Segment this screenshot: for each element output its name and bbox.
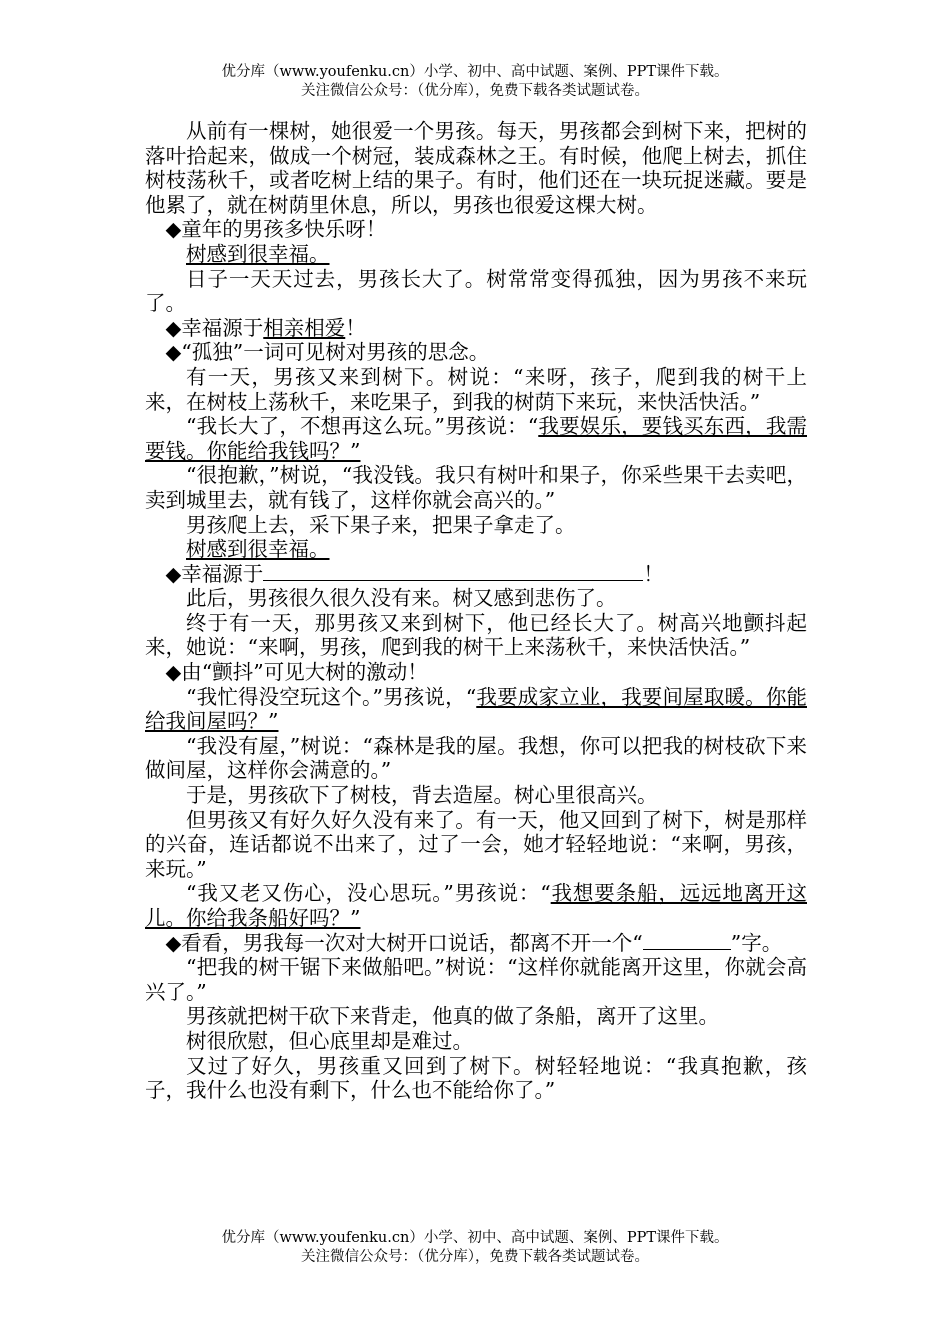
annotation-note: ◆“孤独”一词可见树对男孩的思念。 bbox=[165, 340, 490, 365]
page-header bbox=[0, 63, 950, 101]
annotation-note bbox=[145, 316, 807, 341]
paragraph bbox=[145, 242, 807, 267]
footer-line-1: 优分库（www.youfenku.cn）小学、初中、高中试题、案例、PPT课件下载。 bbox=[221, 1230, 729, 1246]
annotation-note bbox=[145, 562, 807, 587]
page-footer bbox=[0, 1229, 950, 1267]
paragraph: 日子一天天过去，男孩长大了。树常常变得孤独，因为男孩不来玩了。 bbox=[145, 266, 807, 316]
fill-in-blank[interactable] bbox=[643, 932, 721, 950]
paragraph: 树很欣慰，但心底里却是难过。 bbox=[186, 1028, 473, 1053]
paragraph: “把我的树干锯下来做船吧。”树说：“这样你就能离开这里，你就会高兴了。” bbox=[145, 955, 807, 1004]
paragraph: 男孩爬上去，采下果子来，把果子拿走了。 bbox=[186, 512, 576, 537]
paragraph bbox=[145, 685, 807, 734]
story-body bbox=[145, 119, 807, 1103]
underlined-text: 树感到很幸福。 bbox=[186, 241, 330, 266]
note-text: ！ bbox=[643, 561, 664, 586]
fill-in-blank[interactable] bbox=[263, 563, 643, 581]
paragraph-text: “我又老又伤心，没心思玩。”男孩说：“ bbox=[186, 881, 551, 906]
note-text: ◆幸福源于 bbox=[165, 315, 264, 340]
header-line-1: 优分库（www.youfenku.cn）小学、初中、高中试题、案例、PPT课件下载。 bbox=[221, 64, 729, 80]
paragraph: 但男孩又有好久好久没有来了。有一天，他又回到了树下，树是那样的兴奋，连话都说不出来了，过了一会，她才轻轻地说：“来啊，男孩，来玩。” bbox=[145, 807, 807, 881]
note-text: ”字。 bbox=[730, 930, 783, 955]
paragraph bbox=[145, 414, 807, 463]
paragraph bbox=[145, 881, 807, 930]
paragraph: “很抱歉，”树说，“我没钱。我只有树叶和果子，你采些果干去卖吧，卖到城里去，就有钱了，这样你就会高兴的。” bbox=[145, 463, 807, 512]
footer-line-2: 关注微信公众号：（优分库），免费下载各类试题试卷。 bbox=[301, 1249, 649, 1265]
underlined-text: 树感到很幸福。 bbox=[186, 537, 330, 562]
paragraph: 又过了好久，男孩重又回到了树下。树轻轻地说：“我真抱歉，孩子，我什么也没有剩下，什么也不能给你了。” bbox=[145, 1053, 807, 1103]
underlined-text: 我要娱乐，要钱买东西，我需要钱。你能给我钱吗？” bbox=[145, 414, 807, 463]
annotation-note bbox=[145, 931, 807, 956]
paragraph: 有一天，男孩又来到树下。树说：“来呀，孩子，爬到我的树干上来，在树枝上荡秋千，来吃果子，到我的树荫下来玩，来快活快活。” bbox=[145, 364, 807, 414]
note-text: ◆幸福源于 bbox=[165, 561, 264, 586]
paragraph: 男孩就把树干砍下来背走，他真的做了条船，离开了这里。 bbox=[186, 1004, 719, 1029]
note-text: ！ bbox=[345, 315, 366, 340]
underlined-answer: 相亲相爱 bbox=[263, 315, 346, 340]
paragraph: “我没有屋，”树说：“森林是我的屋。我想，你可以把我的树枝砍下来做间屋，这样你会满意的。” bbox=[145, 733, 807, 783]
annotation-note: ◆童年的男孩多快乐呀！ bbox=[165, 217, 387, 242]
underlined-text: 我想要条船，远远地离开这儿。你给我条船好吗？” bbox=[145, 881, 807, 930]
paragraph: 终于有一天，那男孩又来到树下，他已经长大了。树高兴地颤抖起来，她说：“来啊，男孩，爬到我的树干上来荡秋千，来快活快活。” bbox=[145, 610, 807, 660]
underlined-text: 我要成家立业，我要间屋取暖。你能给我间屋吗？” bbox=[145, 684, 807, 734]
paragraph-text: “我长大了，不想再这么玩。”男孩说：“ bbox=[186, 414, 539, 439]
paragraph: 于是，男孩砍下了树枝，背去造屋。树心里很高兴。 bbox=[186, 783, 658, 808]
paragraph-text: “我忙得没空玩这个。”男孩说，“ bbox=[186, 684, 477, 709]
annotation-note: ◆由“颤抖”可见大树的激动！ bbox=[165, 660, 428, 685]
note-text: ◆看看，男我每一次对大树开口说话，都离不开一个“ bbox=[165, 930, 643, 955]
fill-in-blank-continued[interactable] bbox=[721, 932, 731, 950]
paragraph bbox=[145, 537, 807, 562]
paragraph: 从前有一棵树，她很爱一个男孩。每天，男孩都会到树下来，把树的落叶拾起来，做成一个树冠，装成森林之王。有时候，他爬上树去，抓住树枝荡秋千，或者吃树上结的果子。有时，他们还在一块玩捉迷藏。要是他累了，就在树荫里休息，所以，男孩也很爱这棵大树。 bbox=[145, 119, 807, 217]
header-line-2: 关注微信公众号：（优分库），免费下载各类试题试卷。 bbox=[301, 83, 649, 99]
paragraph: 此后，男孩很久很久没有来。树又感到悲伤了。 bbox=[186, 586, 617, 611]
